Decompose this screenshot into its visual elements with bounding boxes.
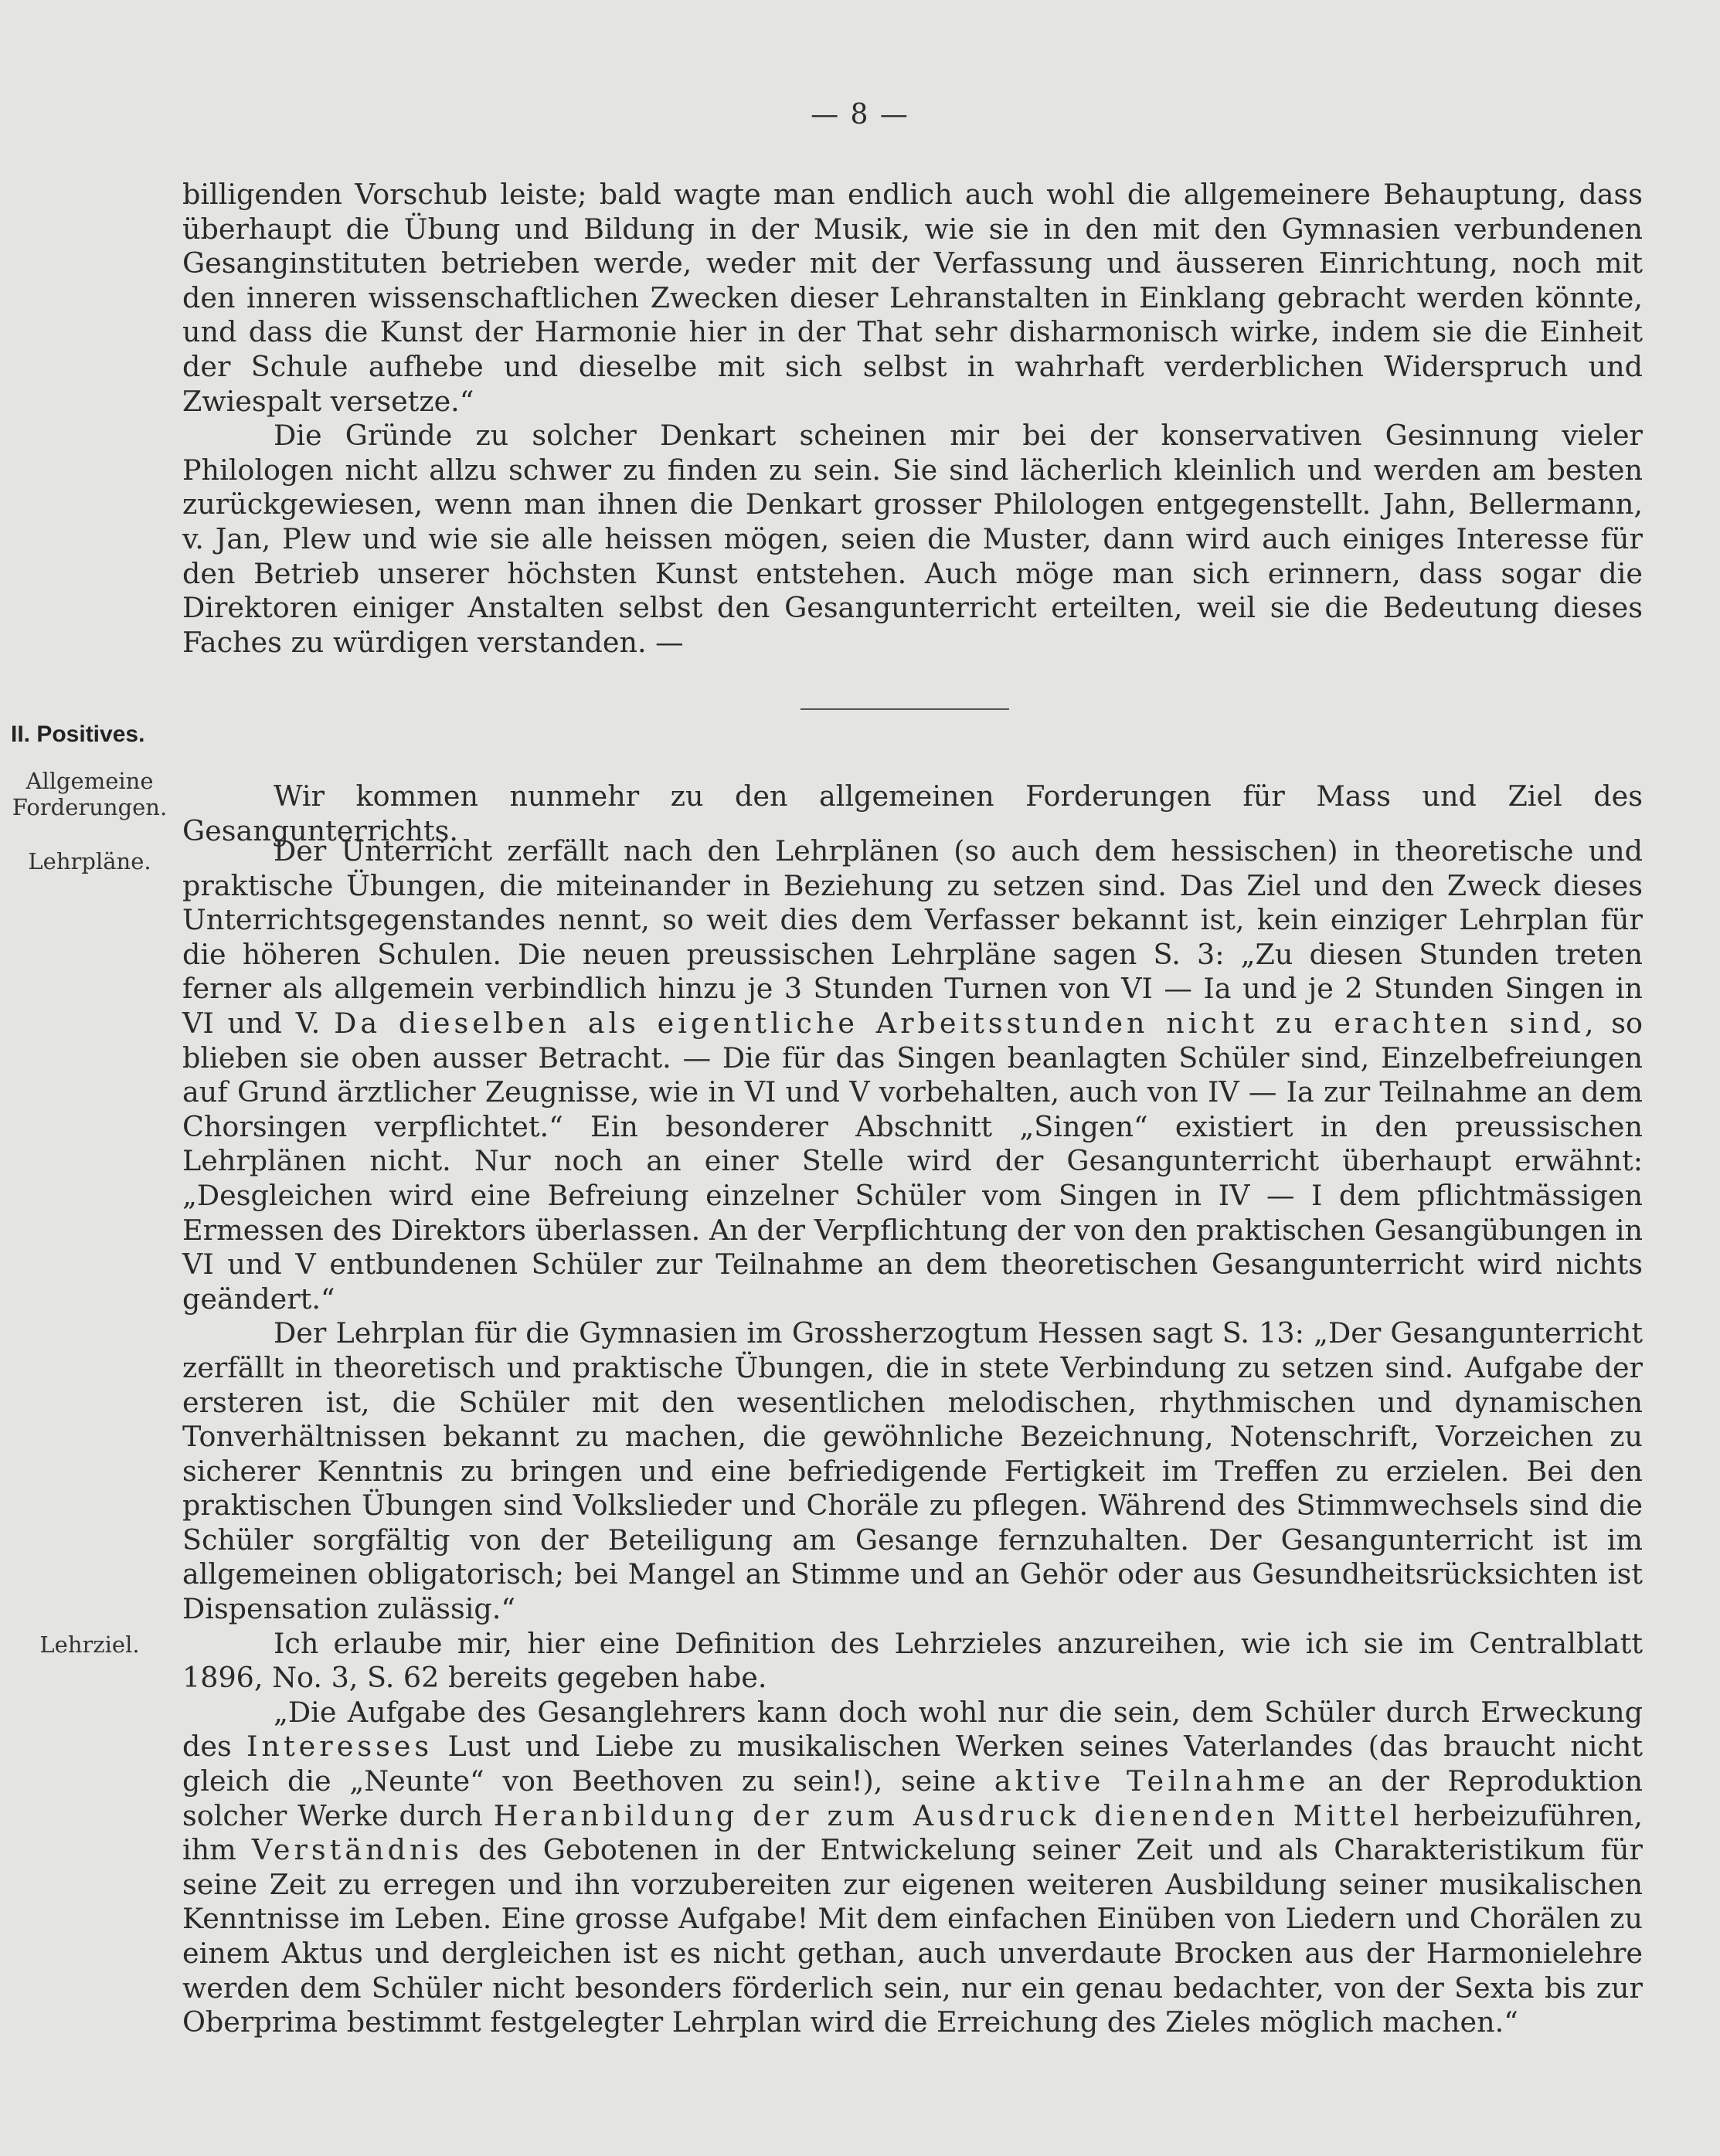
paragraph-intro-2: Die Gründe zu solcher Denkart scheinen mir bei der konservativen Gesinnung vieler Philologen nicht allzu schwer zu finden zu sein. Sie sind lächerlich kleinlich und werden am besten zurückgewiesen, wenn man ihnen die Denkart grosser Philologen entgegenstellt. Jahn, Bellermann, v. Jan, Plew und wie sie alle heissen mögen, seien die Muster, dann wird auch einiges Interesse für den Betrieb unserer höchsten Kunst entstehen. Auch möge man sich erinnern, dass sogar die Direktoren einiger Anstalten selbst den Gesangunterricht erteilten, weil sie die Bedeutung dieses Faches zu würdigen verstanden. — <box>182 419 1643 659</box>
paragraph-lehrziel: Ich erlaube mir, hier eine Definition des Lehrzieles anzureihen, wie ich sie im Centralblatt 1896, No. 3, S. 62 bereits gegeben habe. <box>182 1626 1643 1695</box>
lehrplaene-text-2: so blieben sie oben ausser Betracht. — Die für das Singen beanlagten Schüler sind, Einzelbefreiungen auf Grund ärztlicher Zeugnisse, wie in VI und V vorbehalten, auch von IV — Ia zur Teilnahme an dem Chorsingen verpflichtet.“ Ein besonderer Abschnitt „Singen“ existiert in den preussischen Lehrplänen nicht. Nur noch an einer Stelle wird der Gesangunterricht überhaupt erwähnt: „Desgleichen wird eine Befreiung einzelner Schüler vom Singen in IV — I dem pflichtmässigen Ermessen des Direktors überlassen. An der Verpflichtung der von den praktischen Gesangübungen in VI und V entbundenen Schüler zur Teilnahme an dem theoretischen Gesangunterricht wird nichts geändert.“ <box>182 1006 1644 1316</box>
quote-spaced-aktive: aktive Teilnahme <box>994 1764 1310 1798</box>
paragraph-forderungen: Wir kommen nunmehr zu den allgemeinen Forderungen für Mass und Ziel des Gesangunterrichts. <box>182 779 1643 847</box>
margin-note-allgemeine <box>0 768 179 820</box>
intro-text <box>182 178 1643 660</box>
paragraph-lehrziel-quote <box>182 1696 1643 2040</box>
paragraph-lehrplaene-a <box>182 834 1643 1316</box>
quote-spaced-heranbildung: Heranbildung der zum Ausdruck dienenden Mittel <box>493 1798 1403 1832</box>
margin-note-allgemeine-line1: Allgemeine <box>25 768 154 794</box>
lehrplaene-spaced-text: Da dieselben als eigentliche Arbeitsstunden nicht zu erachten sind, <box>334 1006 1598 1040</box>
paragraph-intro-1: billigenden Vorschub leiste; bald wagte man endlich auch wohl die allgemeinere Behauptung, dass überhaupt die Übung und Bildung in der Musik, wie sie in den mit den Gymnasien verbundenen Gesanginstituten betrieben werde, weder mit der Verfassung und äusseren Einrichtung, noch mit den inneren wissenschaftlichen Zwecken dieser Lehranstalten in Einklang gebracht werden könnte, und dass die Kunst der Harmonie hier in der That sehr disharmonisch wirke, indem sie die Einheit der Schule aufhebe und dieselbe mit sich selbst in wahrhaft verderblichen Widerspruch und Zwiespalt versetze.“ <box>182 178 1643 418</box>
margin-note-allgemeine-line2: Forderungen. <box>12 794 168 820</box>
section-heading-positives: II. Positives. <box>11 721 145 747</box>
quote-spaced-verstaendnis: Verständnis <box>251 1833 463 1867</box>
lehrplaene-section <box>182 834 1643 2040</box>
paragraph-lehrplaene-hessen: Der Lehrplan für die Gymnasien im Grossherzogtum Hessen sagt S. 13: „Der Gesangunterricht zerfällt in theoretisch und praktische Übungen, die in stete Verbindung zu setzen sind. Aufgabe der ersteren ist, die Schüler mit den wesentlichen melodischen, rhythmischen und dynamischen Tonverhältnissen bekannt zu machen, die gewöhnliche Bezeichnung, Notenschrift, Vorzeichen zu sicherer Kenntnis zu bringen und eine befriedigende Fertigkeit im Treffen zu erzielen. Bei den praktischen Übungen sind Volkslieder und Choräle zu pflegen. Während des Stimmwechsels sind die Schüler sorgfältig von der Beteiligung am Gesange fernzuhalten. Der Gesangunterricht ist im allgemeinen obligatorisch; bei Mangel an Stimme und an Gehör oder aus Gesundheitsrücksichten ist Dispensation zulässig.“ <box>182 1316 1643 1626</box>
quote-text-2: Lust und Liebe zu musikalischen Werken seines Vaterlandes (das braucht nicht gleich die „Neunte“ von Beethoven zu sein!), seine <box>182 1730 1643 1798</box>
lehrplaene-text-1: Der Unterricht zerfällt nach den Lehrplänen (so auch dem hessischen) in theoretische und praktische Übungen, die miteinander in Beziehung zu setzen sind. Das Ziel und den Zweck dieses Unterrichtsgegenstandes nennt, so weit dies dem Verfasser bekannt ist, kein einziger Lehrplan für die höheren Schulen. Die neuen preussischen Lehrpläne sagen S. 3: „Zu diesen Stunden treten ferner als allgemein verbindlich hinzu je 3 Stunden Turnen von VI — Ia und je 2 Stunden Singen in VI und V. <box>182 834 1643 1040</box>
quote-text-1: „Die Aufgabe des Gesanglehrers kann doch wohl nur die sein, dem Schüler durch Erweckung des <box>182 1695 1643 1764</box>
quote-text-5: des Gebotenen in der Entwickelung seiner Zeit und als Charakteristikum für seine Zeit zu erregen und ihn vorzubereiten zur eigenen weiteren Ausbildung seiner musikalischen Kenntnisse im Leben. Eine grosse Aufgabe! Mit dem einfachen Einüben von Liedern und Chorälen zu einem Aktus und dergleichen ist es nicht gethan, auch unverdaute Brocken aus der Harmonielehre werden dem Schüler nicht besonders förderlich sein, nur ein genau bedachter, von der Sexta bis zur Oberprima bestimmt festgelegter Lehrplan wird die Erreichung des Zieles möglich machen.“ <box>182 1833 1643 2039</box>
quote-text-3: an der Reproduktion solcher Werke durch <box>182 1764 1643 1832</box>
quote-text-4: herbeizuführen, ihm <box>182 1798 1643 1867</box>
margin-note-lehrplaene: Lehrpläne. <box>28 848 151 874</box>
page-number: — 8 — <box>811 99 909 131</box>
margin-note-lehrziel: Lehrziel. <box>39 1631 140 1658</box>
quote-spaced-interesses: Interesses <box>246 1730 433 1764</box>
section-divider <box>801 708 1009 710</box>
